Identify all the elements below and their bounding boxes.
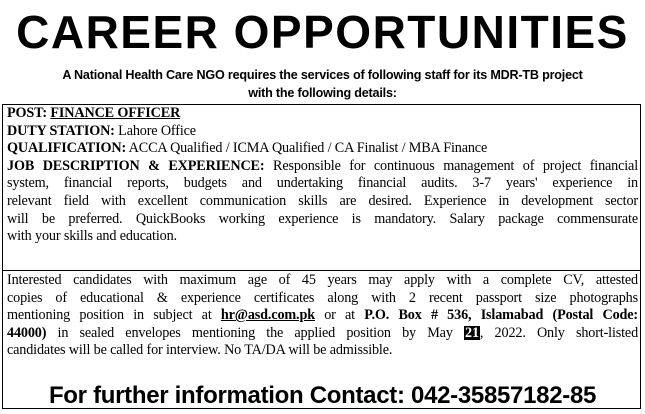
email-link[interactable]: hr@asd.com.pk	[220, 307, 315, 324]
ad-title: CAREER OPPORTUNITIES	[16, 6, 629, 58]
application-line-3	[7, 307, 638, 325]
application-line-4-mid: in sealed envelopes mentioning the applied position by May	[57, 324, 453, 341]
duty-station-row	[7, 123, 638, 141]
application-line-3-pre: mentioning position in subject at	[7, 307, 212, 324]
post-details	[7, 105, 638, 246]
contact-phone: 042-35857182-85	[411, 382, 597, 409]
postal-code: 44000)	[7, 324, 47, 341]
qualification-row	[7, 140, 638, 158]
deadline-day-badge: 21	[465, 324, 479, 341]
application-line-1: Interested candidates with maximum age of 45 years may apply with a complete CV, attested	[7, 272, 638, 288]
qualification-value: ACCA Qualified / ICMA Qualified / CA Finalist / MBA Finance	[128, 140, 488, 157]
contact-label: For further information Contact:	[48, 382, 405, 409]
contact-line	[0, 380, 645, 412]
postal-address: P.O. Box # 536, Islamabad (Postal Code:	[364, 307, 638, 324]
job-description-line-5: with your skills and education.	[7, 228, 177, 245]
job-description-label: JOB DESCRIPTION & EXPERIENCE:	[7, 157, 265, 174]
job-description-line-2: system, financial reports, budgets and undertaking financial audits. 3-7 years' experience in	[7, 175, 638, 192]
duty-station-value: Lahore Office	[118, 122, 196, 139]
intro-line-1: A National Health Care NGO requires the services of following staff for its MDR-TB project	[62, 68, 583, 82]
job-description-line-1: Responsible for continuous management of project financial	[273, 157, 638, 174]
intro-text	[0, 66, 645, 102]
application-line-4	[7, 325, 638, 343]
application-line-4-end: , 2022. Only short-listed	[479, 324, 639, 341]
post-row	[7, 105, 638, 123]
intro-line-2: with the following details:	[248, 86, 397, 100]
application-line-3-mid: or at	[324, 307, 355, 324]
application-line-2: copies of educational & experience certificates along with 2 recent passport size photographs	[7, 289, 638, 306]
job-description-row	[7, 158, 638, 176]
post-value: FINANCE OFFICER	[50, 105, 181, 121]
job-description-line-4: will be preferred. QuickBooks working experience is mandatory. Salary package commensurate	[7, 210, 638, 227]
job-description-line-3: relevant field with excellent communication skills are desired. Experience in development sector	[7, 192, 638, 209]
duty-station-label: DUTY STATION:	[7, 122, 115, 139]
post-label: POST:	[7, 105, 47, 121]
section-divider	[2, 270, 641, 271]
application-instructions	[7, 272, 638, 360]
qualification-label: QUALIFICATION:	[7, 140, 127, 157]
application-line-5: candidates will be called for interview. No TA/DA will be admissible.	[7, 342, 393, 359]
